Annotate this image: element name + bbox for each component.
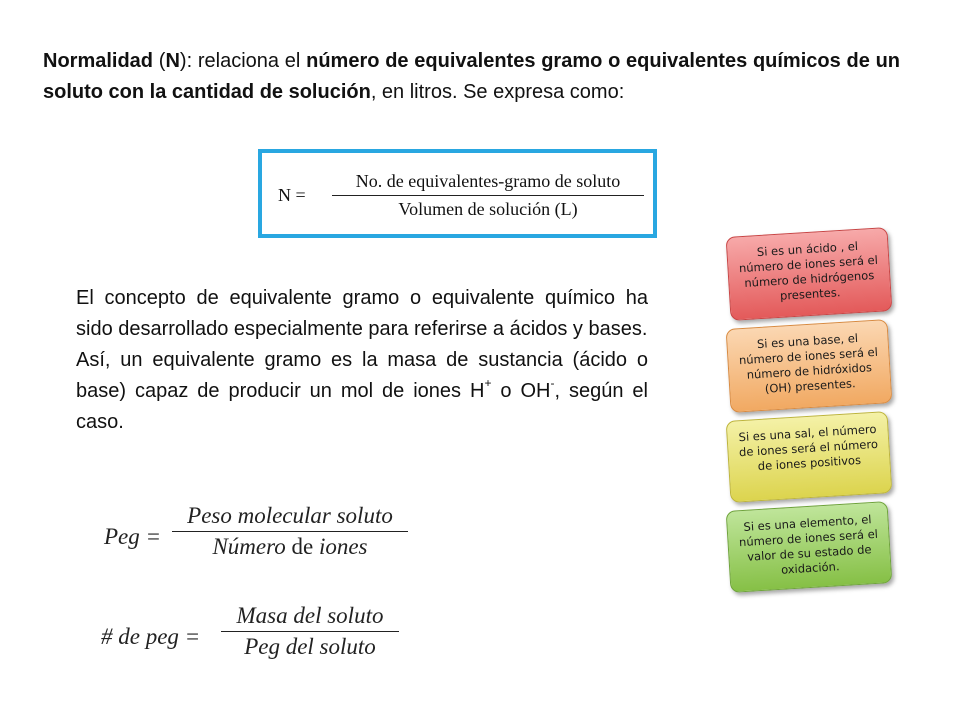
symbol-n: N <box>165 50 180 72</box>
note-salt: Si es una sal, el número de iones será el número de iones positivos <box>726 411 893 503</box>
peg-formula-fraction <box>172 503 408 560</box>
note-base: Si es una base, el número de iones será el número de hidróxidos (OH) presentes. <box>726 319 893 413</box>
intro-text: , en litros. Se expresa como: <box>370 81 625 103</box>
superscript-plus: + <box>484 376 492 390</box>
formula-n-fraction <box>332 171 644 220</box>
note-element: Si es una elemento, el número de iones será el valor de su estado de oxidación. <box>726 501 893 593</box>
npeg-formula-denominator: Peg del soluto <box>244 634 376 659</box>
formula-n-lhs: N = <box>278 185 306 205</box>
concept-text <box>76 283 648 438</box>
concept-text-part: , según el caso. <box>76 380 648 433</box>
normality-formula-box <box>258 149 657 238</box>
formula-n-numerator: No. de equivalentes-gramo de soluto <box>332 171 644 196</box>
concept-text-part: o OH <box>491 380 551 402</box>
concept-paragraph-2 <box>76 345 648 438</box>
peg-formula <box>104 503 424 573</box>
intro-text: ): relaciona el <box>179 50 307 72</box>
concept-paragraph-1: El concepto de equivalente gramo o equivalente químico ha sido desarrollado especialmente para referirse a ácidos y bases. <box>76 287 648 340</box>
denominator-part: de <box>285 534 319 559</box>
npeg-formula <box>101 603 421 673</box>
denominator-part: Número <box>212 534 286 559</box>
npeg-formula-lhs: # de peg = <box>101 624 201 649</box>
term-normalidad: Normalidad <box>43 50 154 72</box>
peg-formula-lhs: Peg = <box>104 524 162 549</box>
concept-text-part: Así, un equivalente gramo es la masa de sustancia (ácido o base) capaz de producir un mol de iones H <box>76 349 648 402</box>
intro-text: ( <box>153 50 166 72</box>
npeg-formula-numerator: Masa del soluto <box>221 603 399 632</box>
npeg-formula-fraction <box>221 603 399 660</box>
peg-formula-numerator: Peso molecular soluto <box>172 503 408 532</box>
intro-bold-definition: número de equivalentes gramo o equivalentes químicos de un soluto con la cantidad de solución <box>43 50 901 103</box>
formula-n-denominator: Volumen de solución (L) <box>398 199 578 219</box>
superscript-minus: - <box>550 376 555 390</box>
intro-paragraph <box>43 46 900 108</box>
note-acid: Si es un ácido , el número de iones será el número de hidrógenos presentes. <box>726 227 893 321</box>
denominator-part: iones <box>318 534 368 559</box>
peg-formula-denominator <box>172 532 408 560</box>
